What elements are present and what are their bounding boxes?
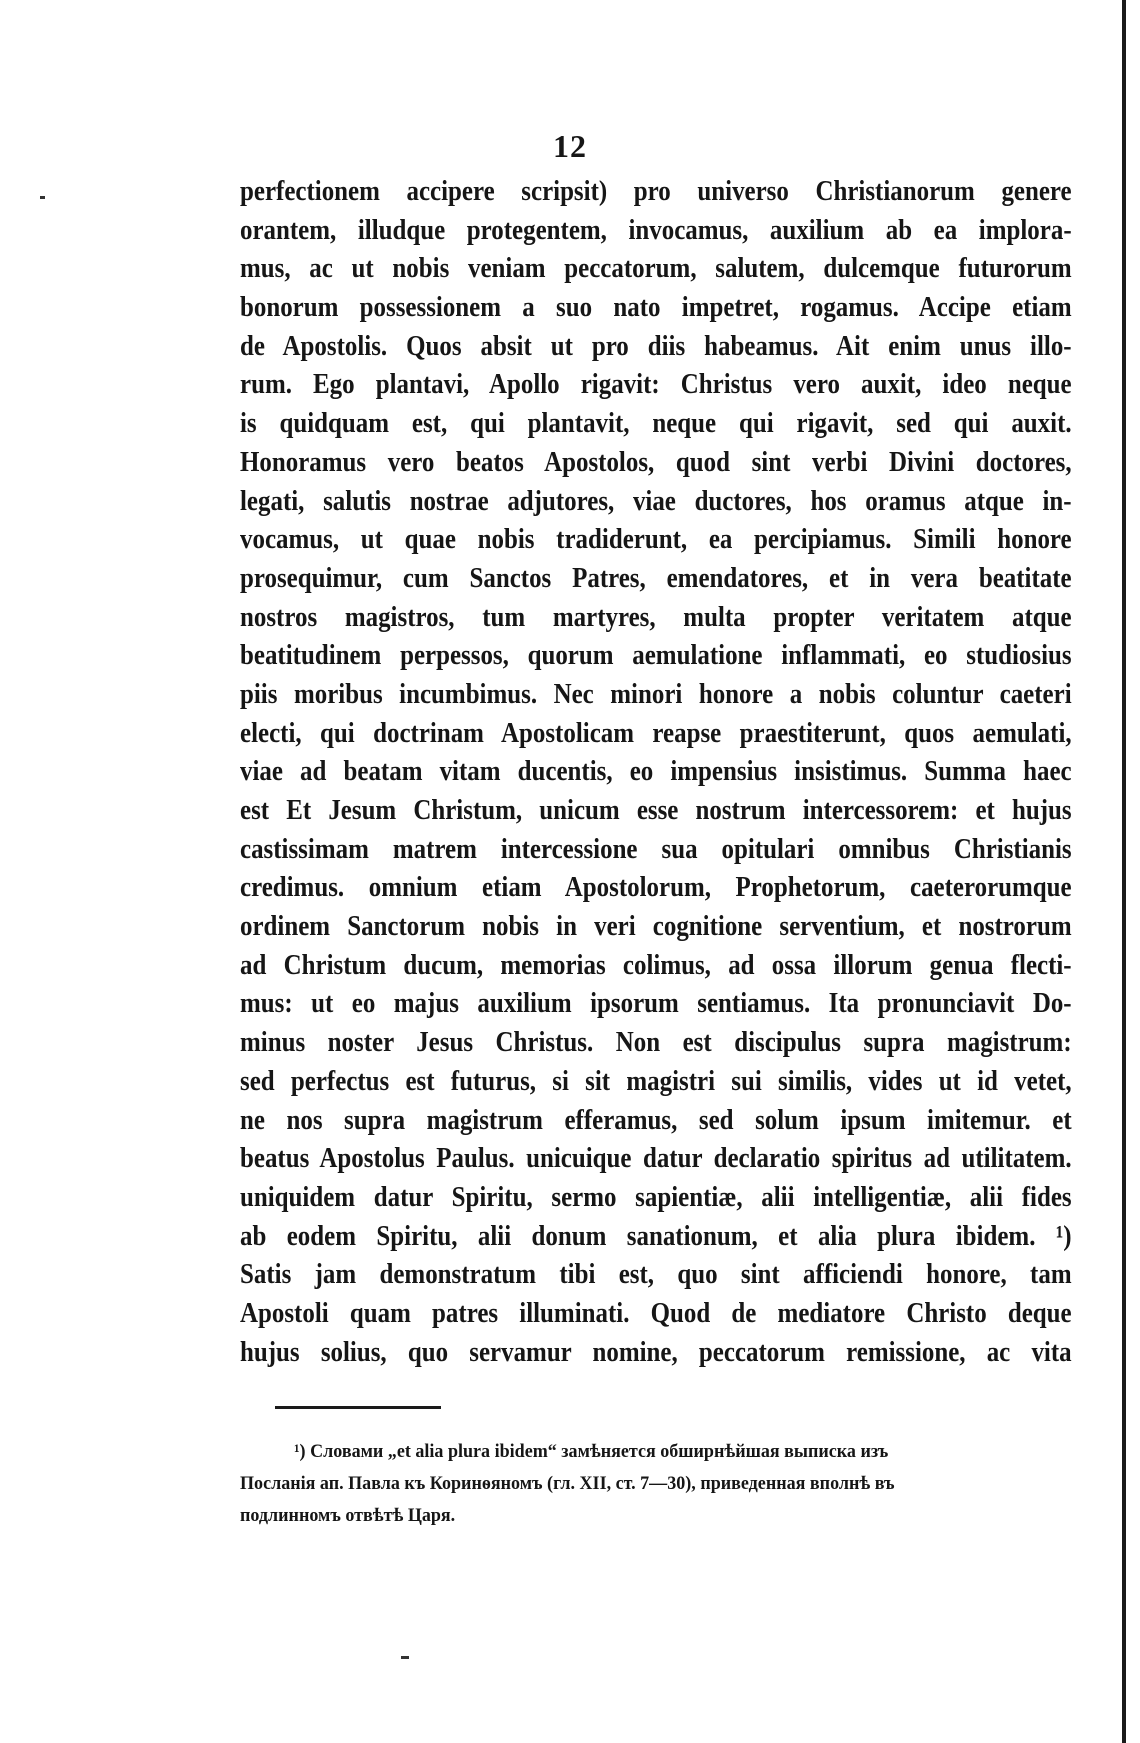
body-line: perfectionem accipere scripsit) pro universo Christianorum genere: [240, 175, 1072, 207]
body-line: mus: ut eo majus auxilium ipsorum sentiamus. Ita pronunciavit Do-: [240, 987, 1072, 1020]
footnote: [240, 1436, 1072, 1532]
body-line: castissimam matrem intercessione sua opitulari omnibus Christianis: [240, 832, 1072, 865]
body-line: bonorum possessionem a suo nato impetret, rogamus. Accipe etiam: [240, 291, 1072, 324]
body-line: prosequimur, cum Sanctos Patres, emendatores, et in vera beatitate: [240, 561, 1072, 594]
body-line: beatus Apostolus Paulus. unicuique datur declaratio spiritus ad utilitatem.: [240, 1142, 1072, 1175]
footnote-line: ¹) Словами „et alia plura ibidem“ замѣняется обширнѣйшая выписка изъ: [294, 1441, 889, 1462]
body-line: viae ad beatam vitam ducentis, eo impensius insistimus. Summa haec: [240, 755, 1072, 788]
body-line: minus noster Jesus Christus. Non est discipulus supra magistrum:: [240, 1026, 1072, 1059]
body-line: hujus solius, quo servamur nomine, peccatorum remissione, ac vita: [240, 1335, 1072, 1368]
body-line: sed perfectus est futurus, si sit magistri sui similis, vides ut id vetet,: [240, 1064, 1072, 1097]
body-line: ad Christum ducum, memorias colimus, ad ossa illorum genua flecti-: [240, 948, 1072, 981]
page-number: 12: [553, 128, 587, 164]
body-line: beatitudinem perpessos, quorum aemulatione inflammati, eo studiosius: [240, 639, 1072, 672]
body-line: uniquidem datur Spiritu, sermo sapientiæ, alii intelligentiæ, alii fides: [240, 1180, 1072, 1213]
body-line: nostros magistros, tum martyres, multa propter veritatem atque: [240, 600, 1072, 633]
body-line: Apostoli quam patres illuminati. Quod de mediatore Christo deque: [240, 1296, 1072, 1329]
body-text: [240, 172, 1072, 1371]
page-edge-line: [1122, 0, 1126, 1743]
footnote-line: Посланія ап. Павла къ Коринѳяномъ (гл. XII, ст. 7—30), приведенная вполнѣ въ: [240, 1473, 895, 1494]
body-line: credimus. omnium etiam Apostolorum, Prophetorum, caeterorumque: [240, 871, 1072, 904]
body-line: orantem, illudque protegentem, invocamus, auxilium ab ea implora-: [240, 213, 1072, 246]
body-line: vocamus, ut quae nobis tradiderunt, ea percipiamus. Simili honore: [240, 523, 1072, 556]
body-line: Honoramus vero beatos Apostolos, quod sint verbi Divini doctores,: [240, 445, 1072, 478]
body-line: Satis jam demonstratum tibi est, quo sint afficiendi honore, tam: [240, 1258, 1072, 1291]
body-line: piis moribus incumbimus. Nec minori honore a nobis coluntur caeteri: [240, 677, 1072, 710]
body-line: ordinem Sanctorum nobis in veri cognitione serventium, et nostrorum: [240, 910, 1072, 943]
footnote-line: подлинномъ отвѣтѣ Царя.: [240, 1505, 456, 1526]
footnote-divider: [275, 1406, 441, 1409]
body-line: de Apostolis. Quos absit ut pro diis habeamus. Ait enim unus illo-: [240, 329, 1072, 362]
body-line: ne nos supra magistrum efferamus, sed solum ipsum imitemur. et: [240, 1103, 1072, 1136]
body-line: est Et Jesum Christum, unicum esse nostrum intercessorem: et hujus: [240, 794, 1072, 826]
body-line: mus, ac ut nobis veniam peccatorum, salutem, dulcemque futurorum: [240, 252, 1072, 285]
body-line: is quidquam est, qui plantavit, neque qui rigavit, sed qui auxit.: [240, 407, 1072, 440]
body-line: legati, salutis nostrae adjutores, viae ductores, hos oramus atque in-: [240, 484, 1072, 517]
bottom-mark: [401, 1656, 409, 1659]
margin-mark: [40, 196, 45, 199]
body-line: rum. Ego plantavi, Apollo rigavit: Christus vero auxit, ideo neque: [240, 368, 1072, 401]
body-line: electi, qui doctrinam Apostolicam reapse praestiterunt, quos aemulati,: [240, 716, 1072, 749]
body-line: ab eodem Spiritu, alii donum sanationum, et alia plura ibidem. ¹): [240, 1219, 1072, 1252]
